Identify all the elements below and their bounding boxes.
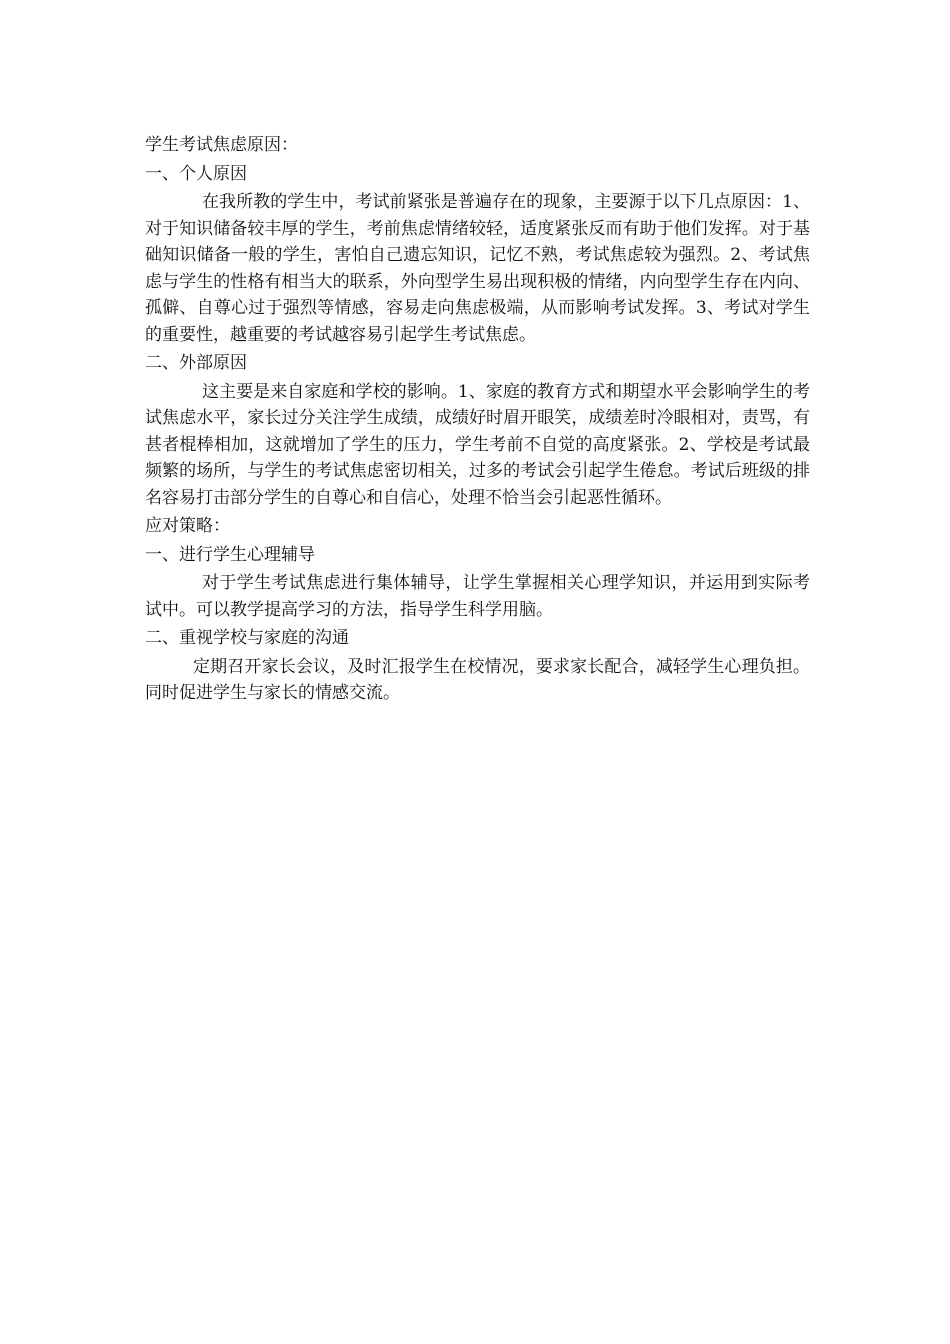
communication-heading: 二、重视学校与家庭的沟通 — [145, 628, 349, 648]
personal-causes-heading: 一、个人原因 — [145, 163, 247, 184]
strategies-title: 应对策略： — [145, 516, 230, 536]
external-causes-heading: 二、外部原因 — [145, 353, 247, 373]
counseling-heading: 一、进行学生心理辅导 — [145, 544, 315, 565]
counseling-paragraph: 对于学生考试焦虑进行集体辅导，让学生掌握相关心理学知识，并运用到实际考试中。可以教学提高学习的方法，指导学生科学用脑。 — [145, 573, 810, 620]
document-page — [145, 132, 810, 709]
external-causes-paragraph: 这主要是来自家庭和学校的影响。1、家庭的教育方式和期望水平会影响学生的考试焦虑水平，家长过分关注学生成绩，成绩好时眉开眼笑，成绩差时冷眼相对，责骂，有甚者棍棒相加，这就增加了学生的压力，学生考前不自觉的高度紧张。2、学校是考试最频繁的场所，与学生的考试焦虑密切相关，过多的考试会引起学生倦怠。考试后班级的排名容易打击部分学生的自尊心和自信心，处理不恰当会引起恶性循环。 — [145, 381, 810, 508]
communication-paragraph: 定期召开家长会议，及时汇报学生在校情况，要求家长配合，减轻学生心理负担。同时促进学生与家长的情感交流。 — [145, 656, 810, 703]
causes-title: 学生考试焦虑原因： — [145, 135, 298, 155]
personal-causes-paragraph: 在我所教的学生中，考试前紧张是普遍存在的现象，主要源于以下几点原因：1、对于知识储备较丰厚的学生，考前焦虑情绪较轻，适度紧张反而有助于他们发挥。对于基础知识储备一般的学生，害怕自己遗忘知识，记忆不熟，考试焦虑较为强烈。2、考试焦虑与学生的性格有相当大的联系，外向型学生易出现积极的情绪，内向型学生存在内向、孤僻、自尊心过于强烈等情感，容易走向焦虑极端，从而影响考试发挥。3、考试对学生的重要性，越重要的考试越容易引起学生考试焦虑。 — [145, 192, 810, 345]
